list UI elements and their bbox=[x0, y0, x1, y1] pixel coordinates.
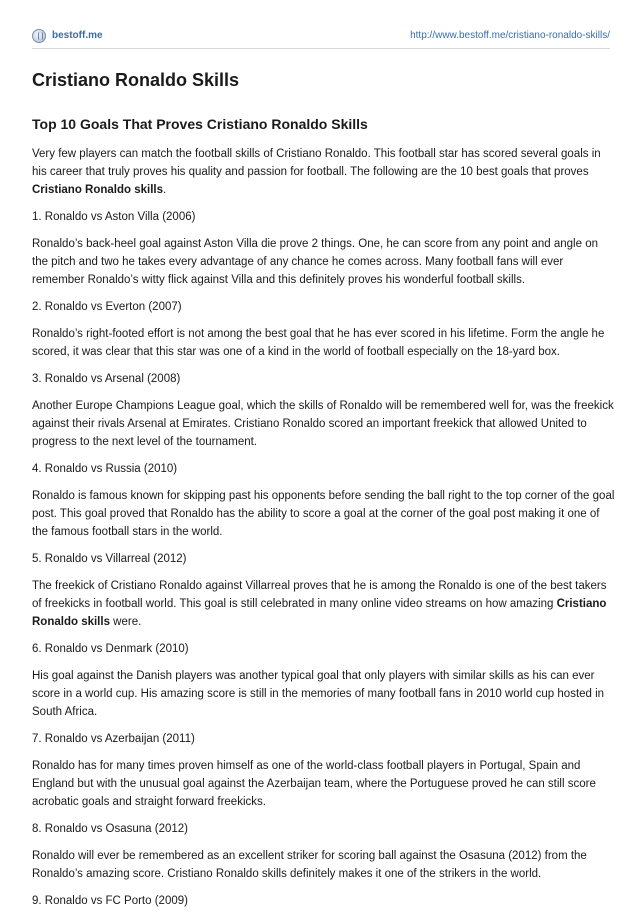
paragraph-line: post. This goal proved that Ronaldo has the ability to score a goal at the corner of the goal post making it one of bbox=[32, 508, 600, 520]
paragraph-line: Ronaldo’s amazing score. Cristiano Ronaldo skills definitely makes it one of the strikers in the world. bbox=[32, 868, 542, 880]
article-body bbox=[32, 116, 615, 919]
goal-paragraph bbox=[32, 397, 614, 451]
intro-after: . bbox=[163, 184, 167, 196]
goal-paragraph bbox=[32, 847, 610, 883]
paragraph-line: progress to the next level of the tournament. bbox=[32, 436, 258, 448]
paragraph-line: were. bbox=[109, 616, 142, 628]
paragraph-line: The freekick of Cristiano Ronaldo against Villarreal proves that he is among the Ronaldo is one of the best takers bbox=[32, 580, 607, 592]
goal-paragraph bbox=[32, 235, 610, 289]
paragraph-line: Ronaldo’s back-heel goal against Aston Villa die prove 2 things. One, he can score from any point and angle on bbox=[32, 238, 598, 250]
paragraph-line: the pitch and two he takes every advantage of any chance he comes across. Many football fans will ever bbox=[32, 256, 564, 268]
goal-paragraph bbox=[32, 577, 610, 631]
goal-title: 4. Ronaldo vs Russia (2010) bbox=[32, 463, 178, 475]
paragraph-line: Another Europe Champions League goal, which the skills of Ronaldo will be remembered well for, was the freekick bbox=[32, 400, 614, 412]
paragraph-line: score in a world cup. His amazing score is still in the memories of many football fans in 2010 world cup hosted in bbox=[32, 688, 605, 700]
source-url-link[interactable]: http://www.bestoff.me/cristiano-ronaldo-skills/ bbox=[410, 30, 610, 41]
goal-paragraph bbox=[32, 667, 610, 721]
paragraph-line: acrobatic goals and straight forward freekicks. bbox=[32, 796, 266, 808]
article-heading: Top 10 Goals That Proves Cristiano Ronaldo Skills bbox=[32, 116, 368, 132]
paragraph-line: South Africa. bbox=[32, 706, 98, 718]
goal-paragraph bbox=[32, 487, 615, 541]
paragraph-line: Ronaldo will ever be remembered as an excellent striker for scoring ball against the Osasuna (2012) from the bbox=[32, 850, 587, 862]
goal-title: 6. Ronaldo vs Denmark (2010) bbox=[32, 643, 189, 655]
goal-title: 5. Ronaldo vs Villarreal (2012) bbox=[32, 553, 187, 565]
paragraph-line: Ronaldo’s right-footed effort is not among the best goal that he has ever scored in his lifetime. Form the angle he bbox=[32, 328, 605, 340]
page-title: Cristiano Ronaldo Skills bbox=[32, 70, 240, 90]
intro-line: Very few players can match the football skills of Cristiano Ronaldo. This football star has scored several goals in bbox=[32, 148, 601, 160]
bold-keyword: Ronaldo skills bbox=[32, 616, 110, 628]
goal-title: 2. Ronaldo vs Everton (2007) bbox=[32, 301, 182, 313]
intro-line: his career that truly proves his quality and passion for football. The following are the 10 best goals that proves bbox=[32, 166, 589, 178]
paragraph-line: England but with the unusual goal against the Azerbaijan team, where the Portuguese proved he can still score bbox=[32, 778, 596, 790]
paragraph-line: Ronaldo has for many times proven himself as one of the world-class football players in Portugal, Spain and bbox=[32, 760, 581, 772]
goal-paragraph bbox=[32, 325, 610, 361]
goal-title: 9. Ronaldo vs FC Porto (2009) bbox=[32, 895, 188, 907]
site-name[interactable]: bestoff.me bbox=[52, 30, 103, 41]
paragraph-line: the famous football stars in the world. bbox=[32, 526, 223, 538]
goal-title: 7. Ronaldo vs Azerbaijan (2011) bbox=[32, 733, 195, 745]
paragraph-line: Ronaldo is famous known for skipping past his opponents before sending the ball right to the top corner of the goal bbox=[32, 490, 615, 502]
paragraph-line: against their rivals Arsenal at Emirates. Cristiano Ronaldo scored an important freekick that allowed United to bbox=[32, 418, 587, 430]
intro-paragraph bbox=[32, 145, 610, 199]
page-header bbox=[32, 28, 610, 49]
paragraph-line: remember Ronaldo’s witty flick against Villa and this definitely proves his wonderful football skills. bbox=[32, 274, 526, 286]
goal-title: 1. Ronaldo vs Aston Villa (2006) bbox=[32, 211, 196, 223]
paragraph-line: His goal against the Danish players was another typical goal that only players with similar skills as his can ever bbox=[32, 670, 595, 682]
bold-keyword: Cristiano bbox=[556, 598, 607, 610]
intro-bold-keyword: Cristiano Ronaldo skills bbox=[32, 184, 163, 196]
paragraph-line: scored, it was clear that this star was one of a kind in the world of football especially on the 18-yard box. bbox=[32, 346, 561, 358]
goal-title: 3. Ronaldo vs Arsenal (2008) bbox=[32, 373, 181, 385]
site-logo-icon bbox=[32, 29, 46, 43]
goal-title: 8. Ronaldo vs Osasuna (2012) bbox=[32, 823, 188, 835]
goal-paragraph bbox=[32, 757, 610, 811]
paragraph-line: of freekicks in football world. This goal is still celebrated in many online video streams on how amazing bbox=[32, 598, 557, 610]
